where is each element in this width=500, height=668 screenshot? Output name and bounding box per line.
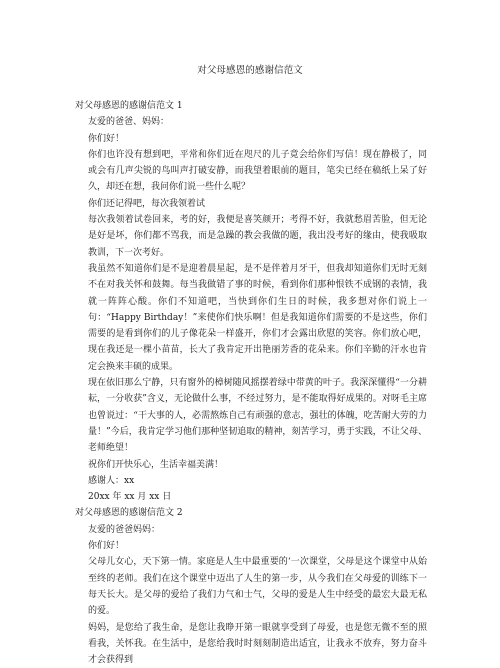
document-paragraph: 我虽然不知道你们是不是迎着晨星起，是不是伴着月牙干，但我却知道你们无时无刻不在对我关怀和鼓舞。每当我做错了事的时候，看到你们那种恨铁不成钢的表情，我就一阵阵心酸。你们不知道吧，当快到你们生日的时候，我多想对你们说上一句：“Happy Birthday！”来使你们快乐啊！但是我知道你们需要的不是这些，你们需要的是看到你们的儿子像花朵一样盛开，你们才会露出欣慰的笑容。你们放心吧，现在我还是一棵小苗苗，长大了我肯定开出艳丽芳香的花朵来。你们辛勤的汗水也肯定会换来丰硕的成果。 [75,261,427,375]
document-paragraph: 祝你们开快乐心，生活幸福美满！ [75,457,427,473]
document-paragraph: 父母儿女心，天下第一情。家庭是人生中最重要的‘一次课堂，父母是这个课堂中从始至终的老师。我们在这个课堂中迈出了人生的第一步，从今我们在父母爱的训练下一每天长大。是父母的爱给了我们力气和士气，父母的爱是人生中经受的最宏大最无私的爱。 [75,554,427,619]
document-paragraph: 你们也许没有想到吧，平常和你们近在咫尺的儿子竟会给你们写信！现在静极了，同或会有几声尖锐的鸟叫声打破安静，而我望着眼前的题目，笔尖已经在稿纸上呆了好久，却还在想，我问你们说一些什么呢？ [75,147,427,196]
document-body [75,98,427,668]
document-paragraph: 现在依旧那么宁静，只有窗外的樟树随风摇摆着绿中带黄的叶子。我深深懂得“一分耕耘，一分收获”含义，无论做什么事，不经过努力，是不能取得好成果的。对呀毛主席也曾说过：“干大事的人，必需熬炼自己有顽强的意志，强壮的体魄，吃苦耐大劳的力量！”今后，我肯定学习他们那种坚韧追取的精神，刻苦学习，勇于实践，不让父母、老师绝望！ [75,375,427,456]
document-paragraph: 你们好！ [75,131,427,147]
document-title: 对父母感恩的感谢信范文 [0,64,500,78]
document-paragraph: 妈妈，是您给了我生命，是您让我睁开第一眼就享受到了母爱，也是您无微不至的照看我，关怀我。在生活中，是您给我时时刻刻制造出适宜，让我永不放弃，努力奋斗才会获得到 [75,620,427,668]
document-paragraph: 友爱的爸爸、妈妈： [75,114,427,130]
document-paragraph: 你们还记得吧，每次我领着试 [75,196,427,212]
document-paragraph: 感谢人：xx [75,473,427,489]
document-paragraph: 你们好！ [75,538,427,554]
document-paragraph: 对父母感恩的感谢信范文 2 [75,505,427,521]
document-paragraph: 对父母感恩的感谢信范文 1 [75,98,427,114]
document-paragraph: 友爱的爸爸妈妈： [75,522,427,538]
document-paragraph: 20xx 年 xx 月 xx 日 [75,489,427,505]
document-paragraph: 每次我领着试卷回来，考的好，我便是喜笑颜开；考得不好，我就愁眉苦脸，但无论是好是坏，你们都不骂我，而是急躁的教会我做的题，我出没考好的缘由，使我吸取教训，下一次考好。 [75,212,427,261]
